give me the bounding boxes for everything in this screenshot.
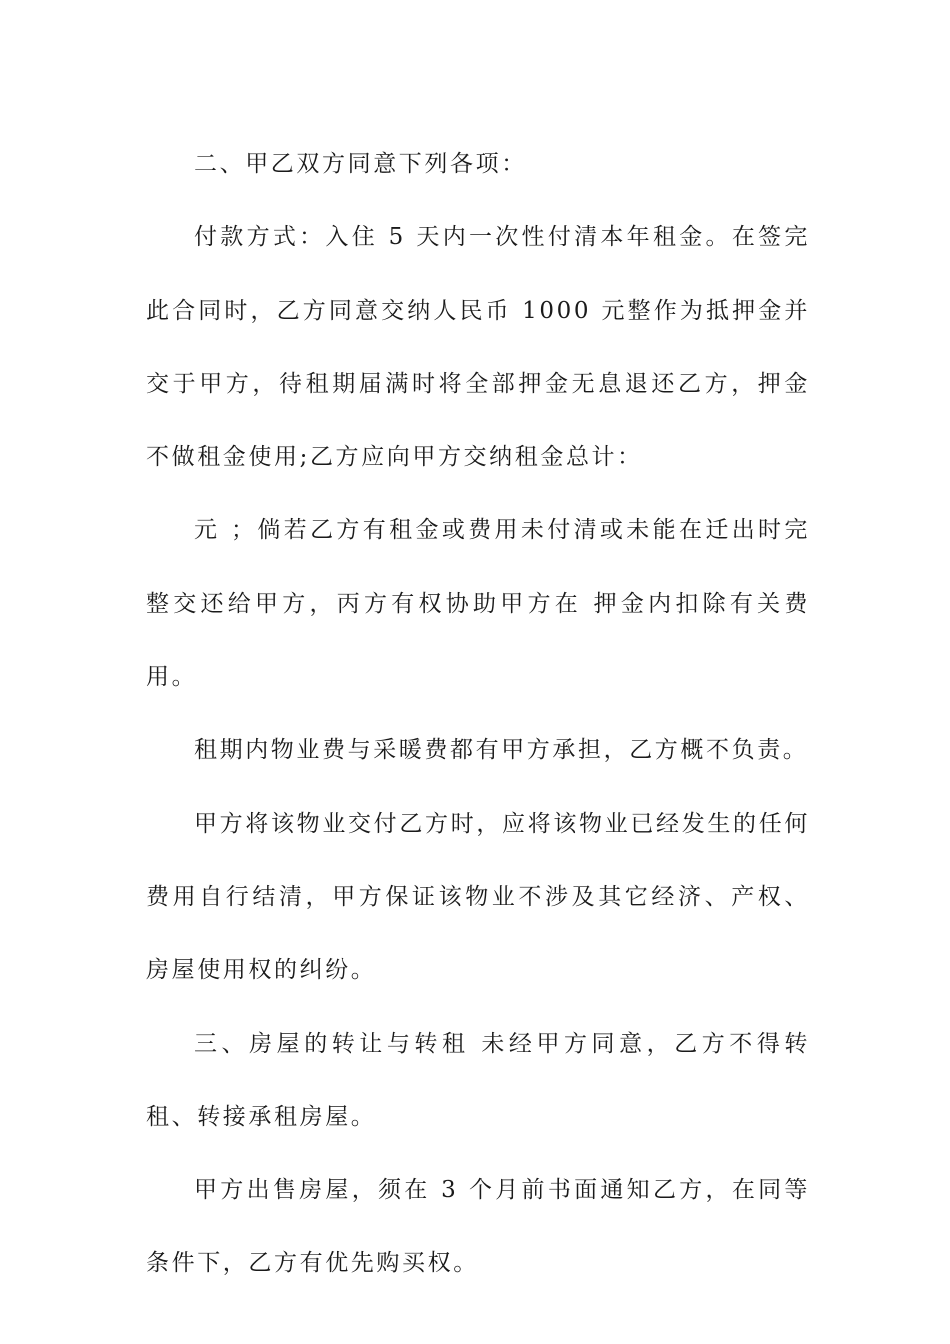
paragraph-section-three-sublease: 三、房屋的转让与转租 未经甲方同意，乙方不得转租、转接承租房屋。 xyxy=(146,1030,810,1130)
paragraph-deposit-deduction: 元 ；倘若乙方有租金或费用未付清或未能在迁出时完整交还给甲方，丙方有权协助甲方在 押金内扣除有关费用。 xyxy=(146,517,810,691)
paragraph-section-two-heading: 二、甲乙双方同意下列各项： xyxy=(194,151,527,177)
paragraph-handover-obligations: 甲方将该物业交付乙方时，应将该物业已经发生的任何费用自行结清，甲方保证该物业不涉及其它经济、产权、房屋使用权的纠纷。 xyxy=(146,810,810,984)
paragraph-payment-method: 付款方式：入住 5 天内一次性付清本年租金。在签完此合同时，乙方同意交纳人民币 1000 元整作为抵押金并交于甲方，待租期届满时将全部押金无息退还乙方，押金不做租金使用;乙方应向甲方交纳租金总计： xyxy=(146,224,810,471)
paragraph-right-of-first-refusal: 甲方出售房屋，须在 3 个月前书面通知乙方，在同等条件下，乙方有优先购买权。 xyxy=(146,1177,810,1277)
paragraph-property-fees: 租期内物业费与采暖费都有甲方承担，乙方概不负责。 xyxy=(194,737,809,764)
document-body xyxy=(146,128,810,1301)
